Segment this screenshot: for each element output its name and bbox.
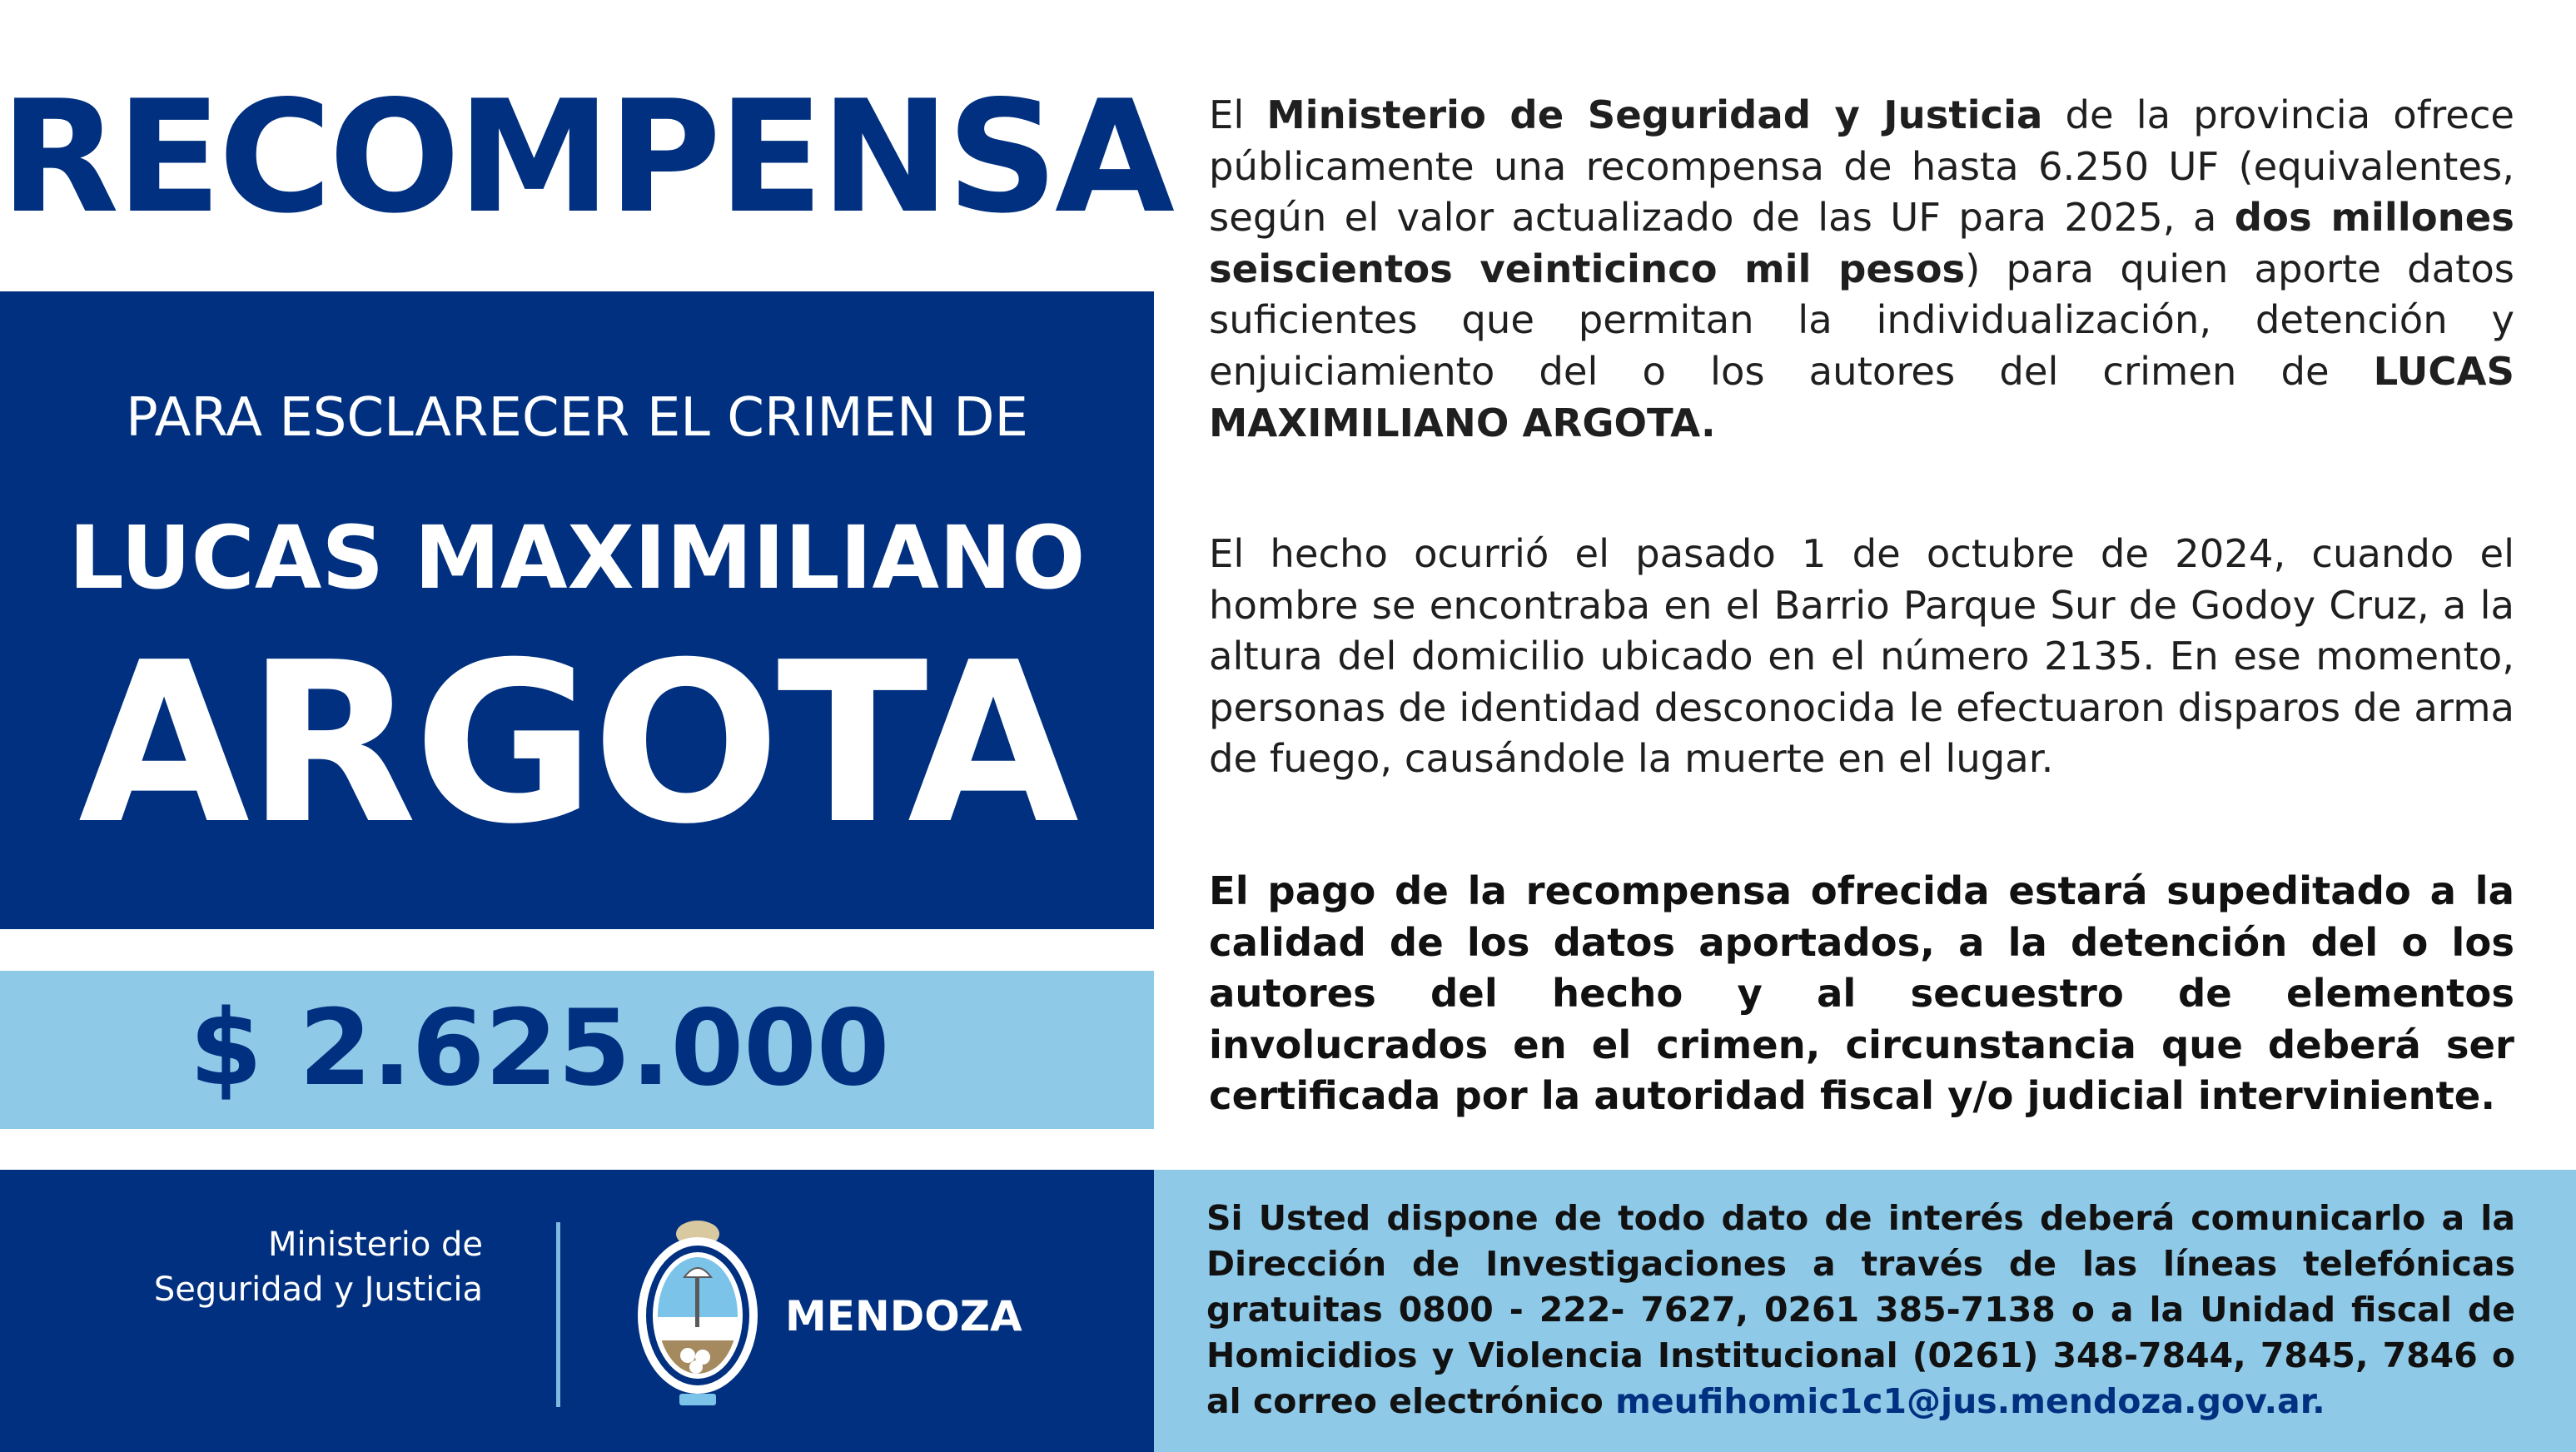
contact-email-link[interactable]: meufihomic1c1@jus.mendoza.gov.ar. (1615, 1381, 2325, 1421)
province-name: MENDOZA (785, 1292, 1022, 1340)
reward-amount: $ 2.625.000 (189, 987, 890, 1109)
panel-subtitle: PARA ESCLARECER EL CRIMEN DE (126, 387, 1028, 449)
contact-info (1206, 1196, 2515, 1425)
paragraph-conditions: El pago de la recompensa ofrecida estará supeditado a la calidad de los datos aportados, a la detención del o los autores del hecho y al secuestro de elementos involucrados en el crimen, circunstancia que deberá ser certificada por la autoridad fiscal y/o judicial interviniente. (1209, 868, 2514, 1119)
mendoza-coat-of-arms-icon (631, 1216, 764, 1415)
p1-text-3: ) para quien aporte datos suficientes que permitan la individualización, detención y enjuiciamiento del o los autores del crimen de (1209, 246, 2514, 394)
p1-text-1: El (1209, 92, 1267, 137)
paragraph-facts: El hecho ocurrió el pasado 1 de octubre de 2024, cuando el hombre se encontraba en el Barrio Parque Sur de Godoy Cruz, a la altura del domicilio ubicado en el número 2135. En ese momento, personas de identidad desconocida le efectuaron disparos de arma de fuego, causándole la muerte en el lugar. (1209, 531, 2514, 782)
p1-victim-name: LUCAS MAXIMILIANO ARGOTA. (1209, 348, 2514, 445)
ministry-line-1: Ministerio de (268, 1226, 483, 1264)
headline-title: RECOMPENSA (0, 67, 1171, 247)
contact-text: Si Usted dispone de todo dato de interés deberá comunicarlo a la Dirección de Investigaciones a través de las líneas telefónicas gratuitas 0800 - 222- 7627, 0261 385-7138 o a la Unidad fiscal de Homicidios y Violencia Institucional (0261) 348-7844, 7845, 7846 o al correo electrónico (1206, 1198, 2515, 1421)
victim-first-names: LUCAS MAXIMILIANO (68, 507, 1086, 609)
victim-surname: ARGOTA (78, 614, 1076, 873)
p1-ministry: Ministerio de Seguridad y Justicia (1266, 92, 2043, 137)
paragraph-offer (1209, 90, 2514, 449)
footer-divider (556, 1222, 560, 1407)
ministry-name (100, 1222, 483, 1312)
p1-amount-words: dos millones seiscientos veinticinco mil pesos (1209, 195, 2514, 291)
p1-text-2: de la provincia ofrece públicamente una recompensa de hasta 6.250 UF (equivalentes, según el valor actualizado de las UF para 2025, a (1209, 92, 2514, 241)
ministry-line-2: Seguridad y Justicia (153, 1270, 483, 1309)
